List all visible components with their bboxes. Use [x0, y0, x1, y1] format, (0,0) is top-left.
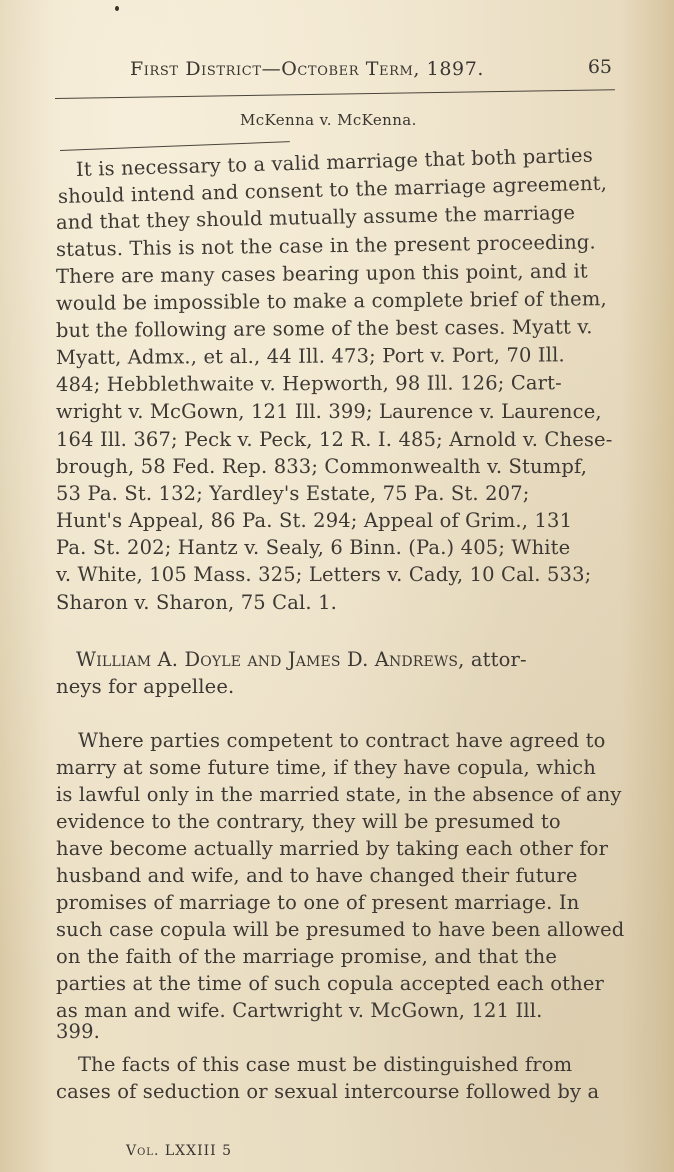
case-title: McKenna v. McKenna.	[240, 111, 417, 129]
paragraph2-line: 399.	[56, 1020, 101, 1043]
paragraph3-line: cases of seduction or sexual intercourse followed by a	[56, 1080, 600, 1103]
paragraph2-line: such case copula will be presumed to have been allowed	[56, 918, 625, 941]
paragraph1-line: Hunt's Appeal, 86 Pa. St. 294; Appeal of Grim., 131	[56, 509, 573, 532]
paragraph1-line: should intend and consent to the marriage agreement,	[57, 171, 608, 208]
paragraph1-line: 484; Hebblethwaite v. Hepworth, 98 Ill. 126; Cart-	[55, 371, 562, 396]
page-number: 65	[587, 56, 612, 78]
paragraph1-line: would be impossible to make a complete brief of them,	[55, 287, 607, 315]
paragraph1-line: and that they should mutually assume the marriage	[55, 201, 576, 234]
paragraph1-line: 53 Pa. St. 132; Yardley's Estate, 75 Pa. St. 207;	[56, 482, 530, 505]
paragraph1-line: It is necessary to a valid marriage that both parties	[75, 143, 594, 181]
paragraph2-line: evidence to the contrary, they will be presumed to	[56, 810, 561, 833]
paragraph1-line: status. This is not the case in the present proceeding.	[55, 230, 596, 261]
paragraph2-line: is lawful only in the married state, in the absence of any	[56, 783, 622, 806]
paragraph1-line: but the following are some of the best cases. Myatt v.	[55, 315, 593, 342]
paragraph1-line: Sharon v. Sharon, 75 Cal. 1.	[56, 591, 338, 614]
paragraph2-line: parties at the time of such copula accepted each other	[56, 972, 604, 995]
paragraph1-line: Pa. St. 202; Hantz v. Sealy, 6 Binn. (Pa.) 405; White	[56, 536, 571, 559]
paragraph2-line: have become actually married by taking each other for	[56, 837, 609, 860]
paragraph2-line: marry at some future time, if they have copula, which	[56, 756, 596, 779]
paragraph2-line: on the faith of the marriage promise, and that the	[56, 945, 558, 968]
paragraph2-line: Where parties competent to contract have agreed to	[78, 729, 606, 752]
attorneys-line	[76, 648, 527, 671]
paragraph1-line: Myatt, Admx., et al., 44 Ill. 473; Port v. Port, 70 Ill.	[55, 343, 565, 369]
paragraph3-line: The facts of this case must be distinguished from	[78, 1053, 573, 1076]
paragraph2-line: promises of marriage to one of present marriage. In	[56, 891, 580, 914]
paragraph1-line: v. White, 105 Mass. 325; Letters v. Cady, 10 Cal. 533;	[56, 563, 592, 586]
running-head: First District—October Term, 1897.	[130, 58, 485, 80]
paragraph2-line: husband and wife, and to have changed their future	[56, 864, 578, 887]
paragraph1-line: There are many cases bearing upon this point, and it	[55, 259, 588, 288]
paragraph1-line: brough, 58 Fed. Rep. 833; Commonwealth v. Stumpf,	[56, 455, 588, 478]
paragraph1-line: wright v. McGown, 121 Ill. 399; Laurence v. Laurence,	[56, 400, 602, 423]
paragraph2-line: as man and wife. Cartwright v. McGown, 121 Ill.	[56, 999, 543, 1022]
attorneys-suffix: attor-	[464, 648, 527, 671]
signature-mark: Vol. LXXIII 5	[126, 1143, 233, 1159]
attorneys-line: neys for appellee.	[56, 675, 235, 698]
attorney-names: William A. Doyle and James D. Andrews,	[76, 648, 465, 671]
paragraph1-line: 164 Ill. 367; Peck v. Peck, 12 R. I. 485; Arnold v. Chese-	[56, 428, 613, 451]
